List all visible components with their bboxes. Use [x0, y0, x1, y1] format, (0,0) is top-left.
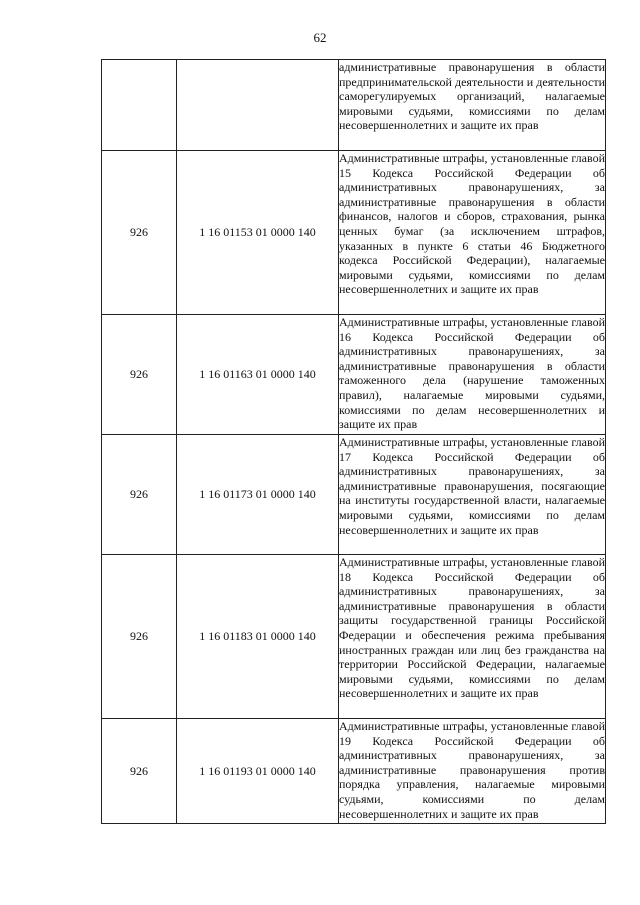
admin-code-cell: 926	[102, 435, 177, 555]
table-row	[102, 435, 606, 555]
kbk-code-cell: 1 16 01153 01 0000 140	[177, 151, 339, 315]
table-row	[102, 151, 606, 315]
description-cell: Административные штрафы, установленные главой 15 Кодекса Российской Федерации об административных правонарушениях, за административные правонарушения в области финансов, налогов и сборов, страхования, рынка ценных бумаг (за исключением штрафов, указанных в пункте 6 статьи 46 Бюджетного кодекса Российской Федерации), налагаемые мировыми судьями, комиссиями по делам несовершеннолетних и защите их прав	[339, 151, 606, 315]
admin-code-cell: 926	[102, 719, 177, 824]
description-cell: Административные штрафы, установленные главой 19 Кодекса Российской Федерации об административных правонарушениях, за административные правонарушения против порядка управления, налагаемые мировыми судьями, комиссиями по делам несовершеннолетних и защите их прав	[339, 719, 606, 824]
admin-code-cell: 926	[102, 151, 177, 315]
kbk-code-cell	[177, 60, 339, 151]
admin-code-cell: 926	[102, 555, 177, 719]
admin-code-cell	[102, 60, 177, 151]
description-cell: Административные штрафы, установленные главой 18 Кодекса Российской Федерации об административных правонарушениях, за административные правонарушения в области защиты государственной границы Российской Федерации и обеспечения режима пребывания иностранных граждан или лиц без гражданства на территории Российской Федерации, налагаемые мировыми судьями, комиссиями по делам несовершеннолетних и защите их прав	[339, 555, 606, 719]
table-row	[102, 315, 606, 435]
table-row	[102, 555, 606, 719]
table-row	[102, 60, 606, 151]
kbk-code-cell: 1 16 01183 01 0000 140	[177, 555, 339, 719]
admin-code-cell: 926	[102, 315, 177, 435]
kbk-code-cell: 1 16 01193 01 0000 140	[177, 719, 339, 824]
description-cell: административные правонарушения в области предпринимательской деятельности и деятельности саморегулируемых организаций, налагаемые мировыми судьями, комиссиями по делам несовершеннолетних и защите их прав	[339, 60, 606, 151]
budget-classification-table	[101, 59, 606, 824]
description-cell: Административные штрафы, установленные главой 17 Кодекса Российской Федерации об административных правонарушениях, за административные правонарушения, посягающие на институты государственной власти, налагаемые мировыми судьями, комиссиями по делам несовершеннолетних и защите их прав	[339, 435, 606, 555]
page-number: 62	[313, 30, 327, 45]
description-cell: Административные штрафы, установленные главой 16 Кодекса Российской Федерации об административных правонарушениях, за административные правонарушения в области таможенного дела (нарушение таможенных правил), налагаемые мировыми судьями, комиссиями по делам несовершеннолетних и защите их прав	[339, 315, 606, 435]
kbk-code-cell: 1 16 01163 01 0000 140	[177, 315, 339, 435]
table-row	[102, 719, 606, 824]
kbk-code-cell: 1 16 01173 01 0000 140	[177, 435, 339, 555]
